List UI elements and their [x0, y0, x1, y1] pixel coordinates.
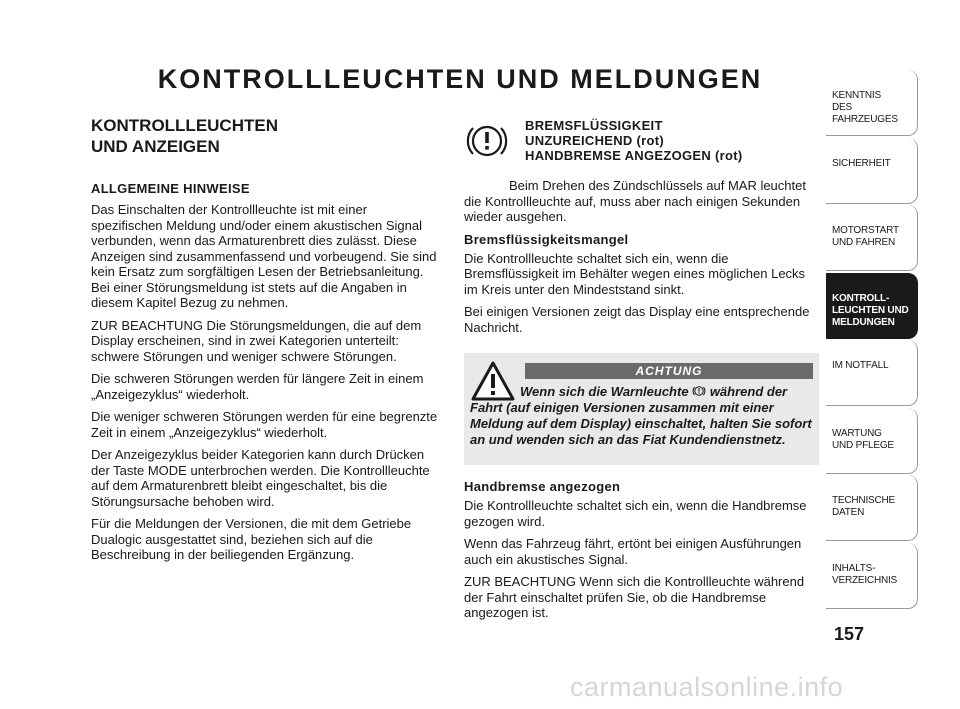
subsection-title: Handbremse angezogen — [464, 479, 621, 494]
brake-header — [464, 118, 814, 178]
warning-text — [470, 384, 813, 448]
brake-title — [525, 118, 815, 163]
paragraph: Das Einschalten der Kontrollleuchte ist mit einer spezifischen Meldung und/oder einem akustischen Signal verbunden, wenn das Armaturenbrett dies zulässt. Diese Anzeigen sind zusammenfassend und vorbeugend. Sie sind kein Ersatz zum sorgfältigen Lesen der Betriebsanleitung. Bei einer Störungsmeldung ist stets auf die Angaben in diesem Kapitel Bezug zu nehmen. — [91, 202, 437, 310]
brake-warning-icon — [464, 118, 510, 164]
page-number: 157 — [834, 624, 865, 644]
paragraph: Der Anzeigezyklus beider Kategorien kann durch Drücken der Taste MODE unterbrochen werden. Die Kontrollleuchte auf dem Armaturenbrett bleibt eingeschaltet, bis die Störungsursache behoben wird. — [91, 447, 430, 509]
paragraph: Die Kontrollleuchte schaltet sich ein, wenn die Handbremse gezogen wird. — [464, 498, 807, 529]
tab-motorstart[interactable]: MOTORSTART UND FAHREN — [826, 205, 918, 271]
intro-paragraph: Beim Drehen des Zündschlüssels auf MAR leuchtet die Kontrollleuchte auf, muss aber nach einigen Sekunden wieder ausgehen. — [464, 178, 806, 224]
paragraph: ZUR BEACHTUNG Wenn sich die Kontrollleuchte während der Fahrt einschaltet prüfen Sie, ob die Handbremse angezogen ist. — [464, 574, 805, 620]
page-title: KONTROLLLEUCHTEN UND MELDUNGEN — [157, 64, 763, 94]
tab-technische-daten[interactable]: TECHNISCHE DATEN — [826, 475, 918, 541]
tab-sicherheit[interactable]: SICHERHEIT — [826, 138, 918, 204]
paragraph: Für die Meldungen der Versionen, die mit dem Getriebe Dualogic ausgestattet sind, beziehen sich auf die Beschreibung in der beiliegenden Ergänzung. — [91, 516, 412, 562]
left-column — [91, 115, 441, 570]
warning-box — [464, 353, 819, 465]
paragraph: ZUR BEACHTUNG Die Störungsmeldungen, die auf dem Display erscheinen, sind in zwei Kategorien unterteilt: schwere Störungen und weniger schwere Störungen. — [91, 317, 422, 364]
warning-triangle-icon — [470, 360, 516, 402]
brake-title-line: BREMSFLÜSSIGKEIT — [525, 118, 663, 133]
section-title — [91, 115, 441, 157]
tab-kenntnis[interactable]: KENNTNIS DES FAHRZEUGES — [826, 70, 918, 136]
paragraph: Die Kontrollleuchte schaltet sich ein, wenn die Bremsflüssigkeit im Behälter wegen eines möglichen Lecks im Kreis unter den Mindeststand sinkt. — [464, 250, 806, 297]
section-title-line-2: UND ANZEIGEN — [91, 137, 220, 156]
paragraph: Die weniger schweren Störungen werden für eine begrenzte Zeit in einem „Anzeigezyklus“ wiederholt. — [91, 409, 438, 440]
tab-kontrollleuchten[interactable]: KONTROLL- LEUCHTEN UND MELDUNGEN — [826, 273, 918, 339]
paragraph: Bei einigen Versionen zeigt das Display eine entsprechende Nachricht. — [464, 304, 810, 335]
warning-text-rest: während der Fahrt (auf einigen Versionen zusammen mit einer Meldung auf dem Display) einschaltet, halten Sie sofort an und wenden sich an das Fiat Kundendienstnetz. — [470, 384, 812, 447]
right-column — [464, 118, 814, 628]
tab-im-notfall[interactable]: IM NOTFALL — [826, 340, 918, 406]
chapter-tabs — [826, 70, 918, 610]
subsection-title: ALLGEMEINE HINWEISE — [91, 181, 250, 196]
paragraph: Wenn das Fahrzeug fährt, ertönt bei einigen Ausführungen auch ein akustisches Signal. — [464, 536, 802, 567]
tab-inhaltsverzeichnis[interactable]: INHALTS- VERZEICHNIS — [826, 543, 918, 609]
subsection-title: Bremsflüssigkeitsmangel — [464, 231, 629, 247]
watermark: carmanualsonline.info — [570, 672, 844, 702]
warning-text-start: Wenn sich die Warnleuchte — [520, 384, 689, 399]
brake-title-line: UNZUREICHEND (rot) — [525, 133, 664, 148]
brake-warning-icon — [692, 384, 706, 398]
brake-title-line: HANDBREMSE ANGEZOGEN (rot) — [525, 148, 743, 163]
paragraph: Die schweren Störungen werden für längere Zeit in einem „Anzeigezyklus“ wiederholt. — [91, 371, 424, 402]
warning-label: ACHTUNG — [525, 363, 813, 379]
tab-wartung[interactable]: WARTUNG UND PFLEGE — [826, 408, 918, 474]
section-title-line-1: KONTROLLLEUCHTEN — [91, 116, 278, 135]
